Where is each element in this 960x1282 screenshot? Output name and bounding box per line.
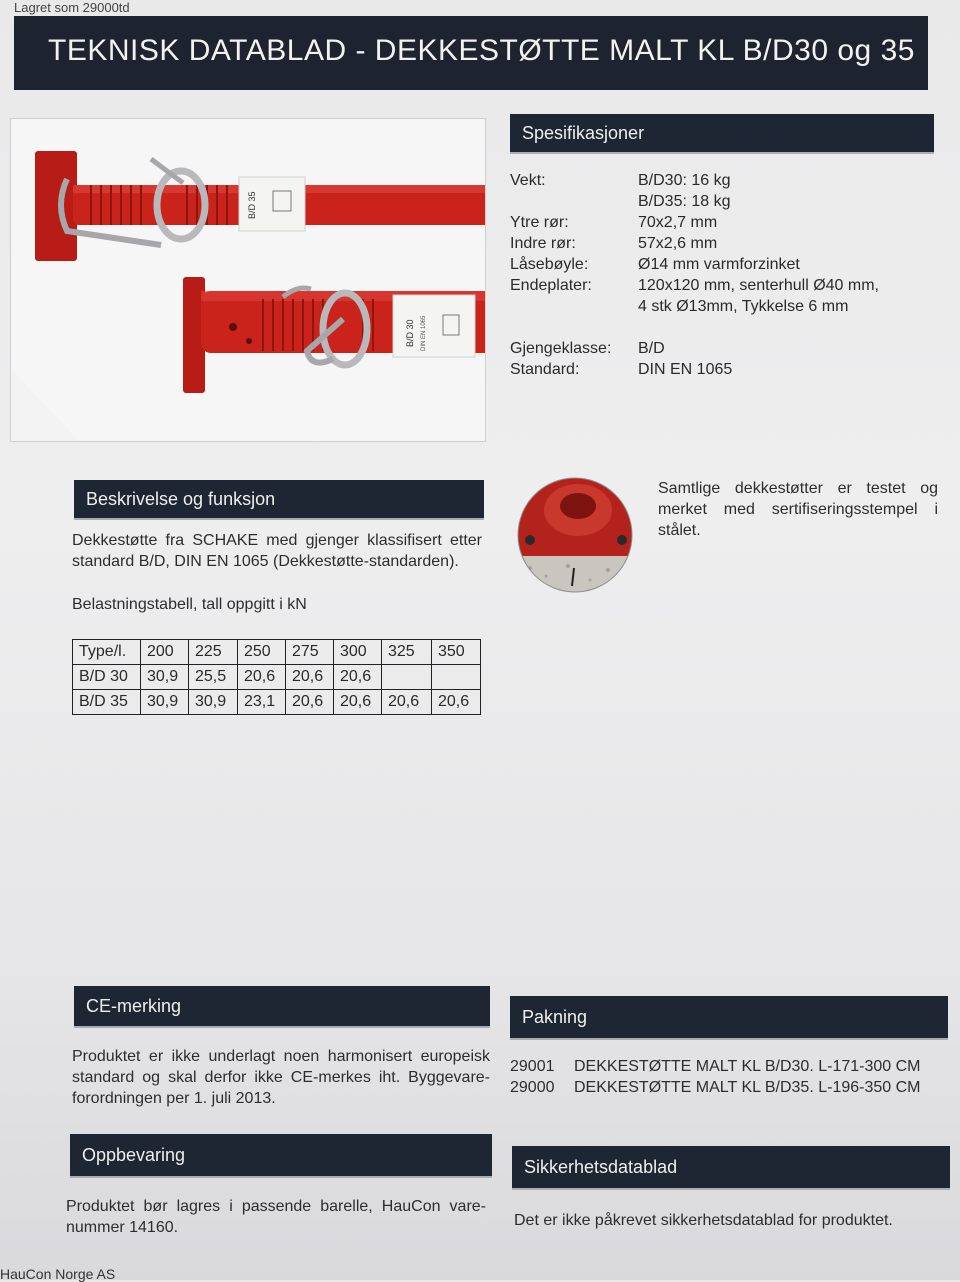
load-table-caption: Belastningstabell, tall oppgitt i kN	[72, 596, 307, 613]
table-cell	[432, 665, 481, 690]
spec-value: 57x2,6 mm	[638, 235, 718, 252]
spec-row-inner-tube	[510, 233, 938, 254]
storage-heading	[70, 1134, 492, 1178]
packing-code: 29001	[510, 1058, 555, 1075]
table-cell: 250	[238, 640, 286, 665]
spec-row-standard	[510, 359, 938, 380]
safety-text: Det er ikke påkrevet sikkerhetsdatablad for produktet.	[514, 1212, 893, 1229]
upper-label-text: B/D 35	[247, 191, 257, 219]
table-cell: 200	[141, 640, 189, 665]
table-cell: 25,5	[189, 665, 238, 690]
ce-heading-text: CE-merking	[86, 995, 182, 1016]
spec-label: Indre rør:	[510, 235, 576, 252]
table-cell: 325	[382, 640, 432, 665]
spec-label: Standard:	[510, 361, 580, 378]
list-item	[510, 1056, 950, 1077]
spec-value: 4 stk Ø13mm, Tykkelse 6 mm	[638, 298, 849, 315]
table-cell: 20,6	[238, 665, 286, 690]
table-cell: 20,6	[334, 690, 382, 715]
spec-value: B/D35: 18 kg	[638, 193, 731, 210]
table-cell	[382, 665, 432, 690]
table-row	[73, 665, 481, 690]
table-cell: 20,6	[286, 690, 334, 715]
spec-value: DIN EN 1065	[638, 361, 733, 378]
table-cell: 30,9	[141, 690, 189, 715]
description-heading-text: Beskrivelse og funksjon	[86, 488, 276, 509]
packing-heading	[510, 996, 948, 1040]
page-title: TEKNISK DATABLAD - DEKKESTØTTE MALT KL B/D30 og 35	[14, 16, 928, 90]
spec-label	[510, 296, 638, 317]
table-cell: 300	[334, 640, 382, 665]
ce-heading	[74, 986, 490, 1028]
packing-description: DEKKESTØTTE MALT KL B/D35. L-196-350 CM	[574, 1079, 921, 1096]
safety-heading-text: Sikkerhetsdatablad	[524, 1156, 678, 1177]
description-heading	[74, 480, 484, 520]
spec-row-weight	[510, 170, 938, 191]
table-cell: 30,9	[141, 665, 189, 690]
table-row	[73, 690, 481, 715]
table-cell: 350	[432, 640, 481, 665]
load-table	[72, 639, 481, 715]
table-cell: Type/l.	[73, 640, 141, 665]
spec-row-end-plates-2	[510, 296, 938, 317]
spec-label: Låsebøyle:	[510, 256, 589, 273]
lower-label-small-text: DIN EN 1065	[421, 315, 427, 351]
table-cell: 225	[189, 640, 238, 665]
table-cell: B/D 35	[73, 690, 141, 715]
saved-as-note: Lagret som 29000td	[14, 0, 130, 15]
spec-value: B/D30: 16 kg	[638, 172, 731, 189]
footer-company-name: HauCon Norge AS	[0, 1266, 116, 1282]
spec-label: Ytre rør:	[510, 214, 569, 231]
spec-row-thread-class	[510, 338, 938, 359]
spec-label: Endeplater:	[510, 277, 592, 294]
spec-row-outer-tube	[510, 212, 938, 233]
safety-heading	[512, 1146, 950, 1190]
table-cell: 275	[286, 640, 334, 665]
spec-value: Ø14 mm varmforzinket	[638, 256, 800, 273]
spec-label	[510, 191, 638, 212]
packing-list	[510, 1056, 950, 1098]
spec-label: Vekt:	[510, 172, 546, 189]
spec-row-lock-bracket	[510, 254, 938, 275]
table-cell: 30,9	[189, 690, 238, 715]
floor-prop-illustration	[11, 119, 486, 442]
spec-value: 70x2,7 mm	[638, 214, 718, 231]
product-photo	[10, 118, 486, 442]
packing-heading-text: Pakning	[522, 1006, 588, 1027]
storage-heading-text: Oppbevaring	[82, 1144, 186, 1165]
ce-text: Produktet er ikke underlagt noen harmonisert europeisk standard og skal derfor ikke CE-merkes iht. Byggevare-forordningen per 1. juli 2013.	[72, 1048, 490, 1107]
list-item	[510, 1077, 950, 1098]
lower-label-text: B/D 30	[405, 319, 415, 347]
spec-value: 120x120 mm, senterhull Ø40 mm,	[638, 277, 879, 294]
spec-spacer	[510, 317, 938, 338]
spec-value: B/D	[638, 340, 665, 357]
table-cell: B/D 30	[73, 665, 141, 690]
spec-heading	[510, 114, 934, 154]
table-cell: 23,1	[238, 690, 286, 715]
spec-table	[510, 170, 938, 380]
spec-label: Gjengeklasse:	[510, 340, 612, 357]
table-cell: 20,6	[432, 690, 481, 715]
spec-heading-text: Spesifikasjoner	[522, 122, 645, 143]
certification-stamp-image	[516, 476, 634, 594]
test-note: Samtlige dekkestøtter er testet og merket med sertifiseringsstempel i stålet.	[658, 480, 938, 539]
description-text: Dekkestøtte fra SCHAKE med gjenger klassifisert etter standard B/D, DIN EN 1065 (Dekkestøtte-standarden).	[72, 532, 482, 570]
table-cell: 20,6	[286, 665, 334, 690]
spec-row-end-plates	[510, 275, 938, 296]
storage-text: Produktet bør lagres i passende barelle, HauCon vare-nummer 14160.	[66, 1198, 486, 1236]
spec-row-weight-2	[510, 191, 938, 212]
table-cell: 20,6	[334, 665, 382, 690]
packing-code: 29000	[510, 1079, 555, 1096]
packing-description: DEKKESTØTTE MALT KL B/D30. L-171-300 CM	[574, 1058, 921, 1075]
table-cell: 20,6	[382, 690, 432, 715]
table-header-row	[73, 640, 481, 665]
